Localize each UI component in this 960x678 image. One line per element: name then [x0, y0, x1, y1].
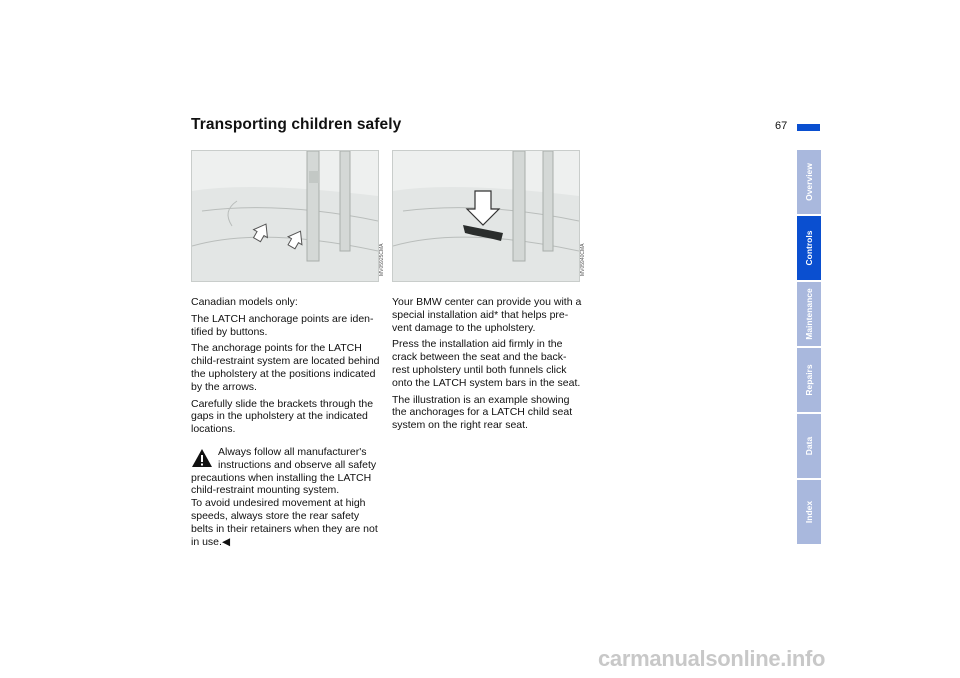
- warning-text: Always follow all manufacturer's instructions and observe all safety precautions when installing the LATCH child-restraint mounting system.: [191, 445, 377, 497]
- page-number-bar: [797, 124, 820, 131]
- tab-data[interactable]: Data: [797, 414, 821, 478]
- tab-controls[interactable]: Controls: [797, 216, 821, 280]
- warning-triangle-icon: [191, 448, 213, 468]
- section-tabs: [797, 150, 821, 546]
- right-column: [392, 296, 584, 436]
- figure-code: MV05925CMA: [379, 243, 385, 276]
- page-number: 67: [775, 120, 788, 132]
- paragraph: Canadian models only:: [191, 296, 298, 308]
- left-column: [191, 296, 383, 548]
- tab-repairs[interactable]: Repairs: [797, 348, 821, 412]
- page-title: Transporting children safely: [191, 116, 402, 133]
- paragraph: The anchorage points for the LATCH child-restraint system are located behind the upholstery at the positions indicated by the arrows.: [191, 342, 380, 393]
- paragraph: The LATCH anchorage points are iden-tified by buttons.: [191, 312, 374, 338]
- figure-latch-anchorage-arrows: [191, 150, 379, 282]
- end-mark-icon: ◀: [221, 535, 231, 548]
- tab-overview[interactable]: Overview: [797, 150, 821, 214]
- tab-index[interactable]: Index: [797, 480, 821, 544]
- paragraph: Your BMW center can provide you with a special installation aid* that helps pre-vent damage to the upholstery.: [392, 296, 582, 334]
- figure-code: MV05940CMA: [580, 243, 586, 276]
- paragraph: Press the installation aid firmly in the crack between the seat and the back-rest upholstery until both funnels click onto the LATCH system bars in the seat.: [392, 338, 581, 389]
- figure-installation-aid: [392, 150, 580, 282]
- warning-note: [191, 446, 383, 548]
- paragraph: Carefully slide the brackets through the gaps in the upholstery at the indicated locations.: [191, 397, 374, 436]
- paragraph: The illustration is an example showing the anchorages for a LATCH child seat system on the right rear seat.: [392, 393, 573, 432]
- tab-maintenance[interactable]: Maintenance: [797, 282, 821, 346]
- warning-text: To avoid undesired movement at high speeds, always store the rear safety belts in their retainers when they are not in use.◀: [191, 497, 378, 548]
- footer-watermark: carmanualsonline.info: [598, 646, 826, 671]
